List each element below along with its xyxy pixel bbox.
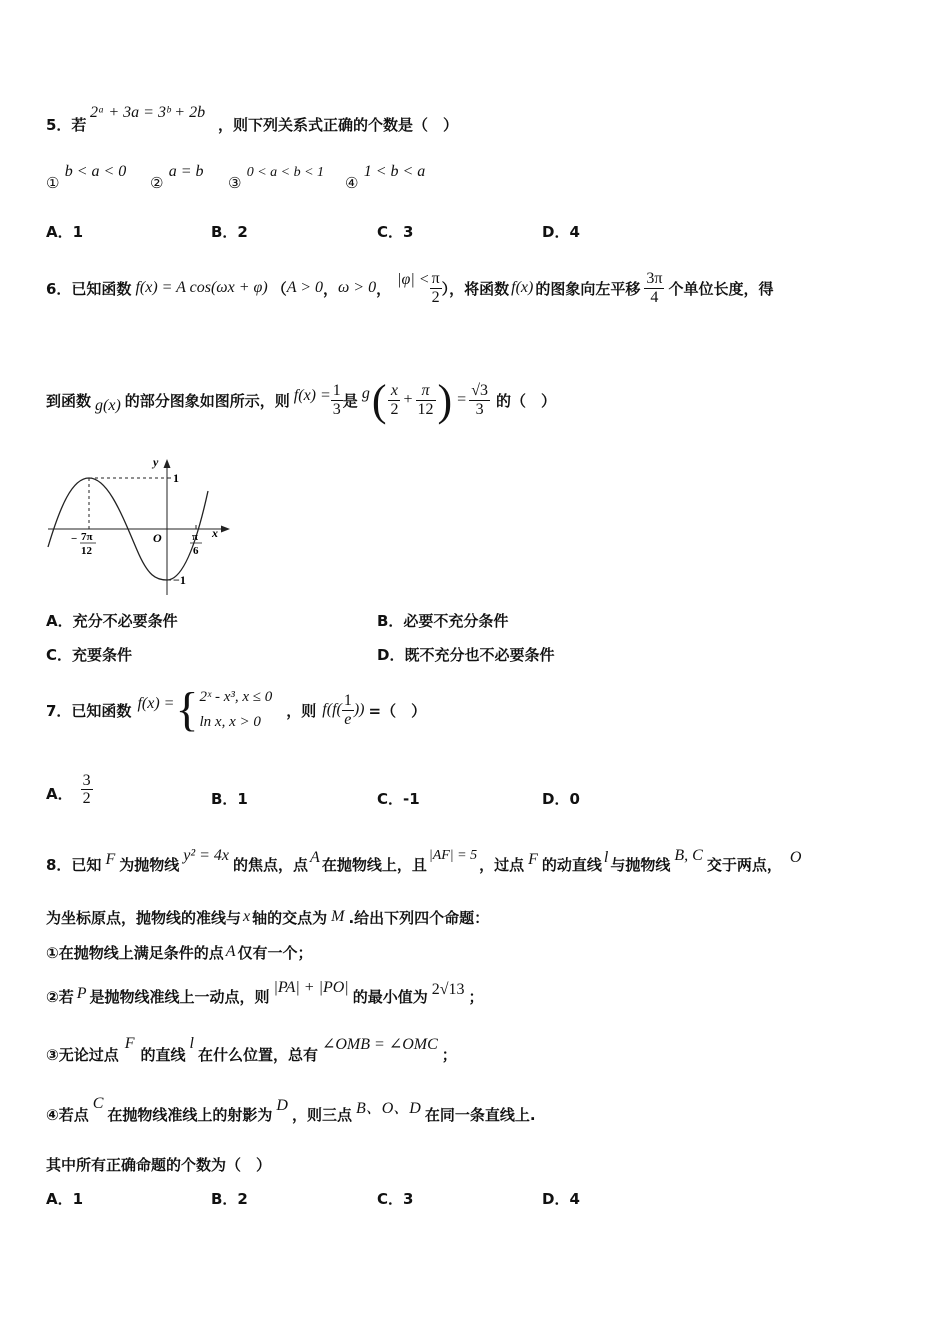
fraction-denominator: 3 [475,400,484,418]
q8-angle-equality: ∠OMB = ∠OMC [321,1036,438,1053]
q8-text: 交于两点， [706,855,782,874]
fraction-numerator: 3π [646,269,663,287]
q6-text: 6．已知函数 [46,279,132,298]
q8-text: ③无论过点 [46,1045,119,1064]
q8-focus-f: F [105,851,116,868]
q6-function: f(x) = A cos(ωx + φ) [135,279,268,296]
x-left-num: 7π [81,531,93,543]
q8-origin-o: O [789,849,802,866]
fraction-denominator: 2 [390,400,399,418]
left-paren: ( [371,375,387,425]
x-right-num: π [192,531,199,543]
q6-option-d[interactable]: D．既不充分也不必要条件 [377,646,555,664]
q7-case-1: 2ˣ - x³, x ≤ 0 [199,688,273,705]
q5-stem-suffix: ，则下列关系式正确的个数是（ ） [218,116,459,134]
q6-line-2 [46,368,556,432]
q8-text: ④若点 [46,1105,89,1124]
fraction-numerator: 3 [82,771,91,789]
q5-option-b[interactable]: B．2 [211,223,248,241]
q8-text: 与抛物线 [610,855,671,874]
q7-function-lhs: f(x) = [137,695,175,712]
q8-text: 在抛物线准线上的射影为 [107,1105,273,1124]
fraction-denominator: 4 [650,288,659,306]
q8-text: 在同一条直线上. [424,1105,536,1124]
q5-item-expr: b < a < 0 [64,163,127,180]
q8-line-2 [46,904,489,930]
fraction-denominator: e [344,710,352,728]
q8-text: ①在抛物线上满足条件的点 [46,943,224,962]
q8-text: ，过点 [479,855,525,874]
x-left-sign: − [71,533,78,545]
q8-text: 在什么位置，总有 [197,1045,318,1064]
q7-line [46,678,426,742]
x-right-den: 6 [193,545,199,557]
q6-text: 到函数 [46,391,92,410]
y-axis-label: y [153,455,159,469]
q8-statement-4 [46,1094,536,1134]
q6-condition-lhs: f(x) = [293,387,331,404]
q7-option-a[interactable] [46,760,93,808]
q7-option-a-value [81,772,93,808]
fraction-numerator: π [416,382,436,401]
q8-statement-2 [46,976,484,1016]
q5-equation: 2ᵃ + 3a = 3ᵇ + 2b [90,104,206,121]
q5-item-marker: ③ [228,174,242,192]
q7-option-b[interactable]: B．1 [211,790,248,808]
q7-text: =（ ） [368,701,427,720]
x-left-den: 12 [81,545,92,557]
q8-option-c[interactable]: C．3 [377,1190,414,1208]
q7-composition: f(f( [322,701,342,718]
q5-option-d[interactable]: D．4 [542,223,580,241]
q5-item-4 [345,162,426,192]
q7-option-d[interactable]: D．0 [542,790,580,808]
q8-af-distance: |AF| = 5 [428,848,478,863]
q6-x-over-2 [388,382,400,418]
q5-item-marker: ② [150,174,164,192]
q8-line-l: l [603,849,609,866]
q8-point-a: A [225,943,236,960]
fraction-numerator: 1 [343,691,352,709]
fraction-numerator: √3 [471,381,488,399]
fraction-denominator: 3 [332,400,341,418]
q8-point-d: D [276,1097,288,1114]
q5-item-expr: 1 < b < a [363,163,426,180]
q5-item-expr: a = b [168,163,204,180]
q8-text: 轴的交点为 [252,908,328,927]
q8-line-1 [46,846,906,882]
q6-cond-a: A > 0 [286,279,323,296]
q6-text: （ [271,279,287,298]
plus-sign: + [403,391,413,408]
q8-point-m: M [331,908,345,925]
q7-text: ，则 [286,701,317,720]
q8-closing: 其中所有正确命题的个数为（ ） [46,1156,272,1174]
q6-pi-over-2 [430,270,442,306]
q6-text: 的部分图象如图所示，则 [124,391,290,410]
q8-text: 的最小值为 [352,987,428,1006]
q8-text: 在抛物线上，且 [321,855,427,874]
q7-one-over-e [342,692,354,728]
fraction-denominator: 2 [431,288,440,306]
q6-text: ），将函数 [441,279,510,298]
q6-option-c[interactable]: C．充要条件 [46,646,133,664]
fraction-numerator: x [388,382,400,401]
q5-item-marker: ④ [345,174,359,192]
q5-item-1 [46,162,127,192]
q8-points-bod: B、O、D [355,1099,421,1117]
q6-text: ， [376,279,392,298]
q6-line-1 [46,258,773,318]
q8-text: 的直线 [140,1045,186,1064]
q6-text: ， [322,279,338,298]
q6-shift-fraction [644,270,664,306]
q8-text: 的动直线 [541,855,602,874]
fraction-numerator: π [431,269,440,287]
q5-item-2 [150,162,204,192]
q6-g: g [361,385,370,402]
q7-option-c[interactable]: C．-1 [377,790,420,808]
q8-text: .给出下列四个命题： [348,908,490,927]
q8-line-l: l [189,1035,194,1052]
q6-text: 的（ ） [495,391,556,410]
q8-option-b[interactable]: B．2 [211,1190,248,1208]
fraction-denominator: 12 [417,400,434,418]
q6-pi-over-12 [416,382,436,418]
q5-option-a[interactable]: A．1 [46,223,84,241]
q8-focus-f: F [124,1035,135,1052]
y-axis-arrow [164,459,171,468]
q8-point-a: A [310,849,320,866]
q8-x-axis-var: x [243,908,251,925]
q8-option-d[interactable]: D．4 [542,1190,580,1208]
q5-item-3 [228,162,325,192]
y-min-label: −1 [173,573,186,587]
x-axis-arrow [221,526,230,533]
q8-text: 的焦点，点 [233,855,309,874]
q7-case-2: ln x, x > 0 [199,714,261,730]
q8-pa-po-sum: |PA| + |PO| [273,979,349,996]
q6-one-third [331,382,343,418]
q8-point-c: C [92,1095,104,1112]
q5-option-c[interactable]: C．3 [377,223,414,241]
q6-option-b[interactable]: B．必要不充分条件 [377,612,509,630]
equals-sign: = [457,391,467,408]
q8-point-p: P [76,985,87,1002]
origin-label: O [153,531,162,545]
q8-text: 为抛物线 [119,855,180,874]
q7-option-a-label: A． [46,785,73,803]
q8-text: 是抛物线准线上一动点，则 [89,987,270,1006]
q6-option-a[interactable]: A．充分不必要条件 [46,612,178,630]
q5-item-marker: ① [46,174,60,192]
y-max-label: 1 [173,471,179,485]
q8-text: ②若 [46,987,74,1006]
q6-fx: f(x) [511,279,534,296]
q5-stem [46,114,86,135]
q7-piecewise-cases [200,685,273,736]
x-axis-label: x [212,526,218,540]
q5-stem-prefix: 5．若 [46,116,87,134]
q8-points-bc: B, C [674,847,703,864]
q6-graph [40,455,240,600]
fraction-numerator: 1 [332,381,341,399]
q6-text: 个单位长度，得 [668,279,774,298]
q8-text: 8．已知 [46,855,102,874]
q6-text: 的图象向左平移 [535,279,641,298]
q8-text: ； [441,1045,457,1064]
q6-cond-omega: ω > 0 [338,279,377,296]
q6-root3-over-3 [469,382,490,418]
q8-statement-1 [46,939,313,965]
q8-text: ，则三点 [291,1105,352,1124]
q8-text: ； [468,987,484,1006]
q8-min-value: 2√13 [431,981,465,998]
q6-gx: g(x) [95,397,121,414]
q5-item-expr: 0 < a < b < 1 [246,165,325,180]
q7-composition-close: )) [353,701,365,718]
q8-option-a[interactable]: A．1 [46,1190,84,1208]
q7-text: 7．已知函数 [46,701,132,720]
q8-statement-3 [46,1034,457,1074]
left-brace: { [175,683,199,736]
q8-text: 为坐标原点，抛物线的准线与 [46,908,242,927]
right-paren: ) [437,375,453,425]
q8-text: 仅有一个； [237,943,313,962]
q8-focus-f-2: F [528,851,538,868]
q6-cond-phi: |φ| < [397,271,430,288]
fraction-denominator: 2 [82,790,91,808]
q6-text: 是 [342,391,358,410]
q8-parabola-eq: y² = 4x [183,847,230,864]
